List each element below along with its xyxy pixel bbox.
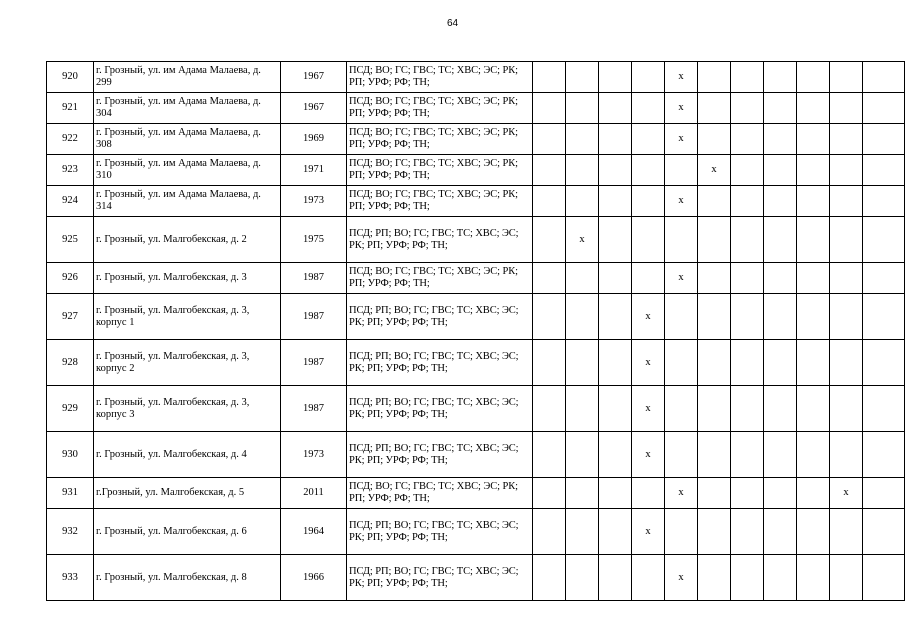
mark-cell-empty <box>764 555 797 601</box>
mark-cell-empty <box>566 155 599 186</box>
table-row <box>47 263 905 294</box>
table-row <box>47 217 905 263</box>
mark-cell-empty <box>731 340 764 386</box>
mark-cell-empty <box>632 124 665 155</box>
mark-cell-empty <box>632 62 665 93</box>
mark-cell-empty <box>731 155 764 186</box>
mark-cell-empty <box>566 62 599 93</box>
mark-cell-empty <box>698 186 731 217</box>
mark-cell-empty <box>599 294 632 340</box>
mark-cell-empty <box>797 432 830 478</box>
address-cell: г. Грозный, ул. Малгобекская, д. 8 <box>94 555 281 601</box>
mark-cell-empty <box>533 124 566 155</box>
mark-cell-empty <box>797 155 830 186</box>
mark-cell-empty <box>731 263 764 294</box>
table-row <box>47 340 905 386</box>
mark-cell-empty <box>863 509 905 555</box>
mark-cell-empty <box>797 124 830 155</box>
mark-cell-empty <box>764 186 797 217</box>
mark-cell-empty <box>599 62 632 93</box>
table-row <box>47 155 905 186</box>
mark-cell-empty <box>599 340 632 386</box>
mark-cell-empty <box>764 509 797 555</box>
mark-cell-empty <box>863 186 905 217</box>
mark-cell-checked: x <box>698 155 731 186</box>
mark-cell-empty <box>698 124 731 155</box>
row-number: 925 <box>47 217 94 263</box>
mark-cell-empty <box>764 432 797 478</box>
mark-cell-empty <box>830 340 863 386</box>
mark-cell-empty <box>599 186 632 217</box>
mark-cell-empty <box>731 432 764 478</box>
mark-cell-empty <box>566 263 599 294</box>
mark-cell-empty <box>830 294 863 340</box>
mark-cell-empty <box>830 509 863 555</box>
mark-cell-empty <box>698 509 731 555</box>
mark-cell-empty <box>599 155 632 186</box>
mark-cell-empty <box>764 263 797 294</box>
year-cell: 1966 <box>281 555 347 601</box>
row-number: 930 <box>47 432 94 478</box>
mark-cell-empty <box>599 386 632 432</box>
mark-cell-empty <box>599 509 632 555</box>
address-cell: г. Грозный, ул. им Адама Малаева, д. 314 <box>94 186 281 217</box>
mark-cell-empty <box>566 340 599 386</box>
mark-cell-empty <box>698 478 731 509</box>
mark-cell-empty <box>764 93 797 124</box>
table-row <box>47 432 905 478</box>
year-cell: 1975 <box>281 217 347 263</box>
mark-cell-empty <box>665 217 698 263</box>
mark-cell-empty <box>797 340 830 386</box>
year-cell: 1987 <box>281 294 347 340</box>
mark-cell-empty <box>764 62 797 93</box>
address-cell: г. Грозный, ул. Малгобекская, д. 3, корпус 2 <box>94 340 281 386</box>
mark-cell-checked: x <box>566 217 599 263</box>
mark-cell-checked: x <box>632 509 665 555</box>
row-number: 927 <box>47 294 94 340</box>
mark-cell-empty <box>698 386 731 432</box>
mark-cell-empty <box>830 555 863 601</box>
mark-cell-empty <box>632 186 665 217</box>
mark-cell-empty <box>797 509 830 555</box>
mark-cell-empty <box>632 155 665 186</box>
mark-cell-empty <box>533 294 566 340</box>
works-list-cell: ПСД; РП; ВО; ГС; ГВС; ТС; ХВС; ЭС; РК; РП; УРФ; РФ; ТН; <box>347 386 533 432</box>
mark-cell-empty <box>863 62 905 93</box>
mark-cell-empty <box>665 340 698 386</box>
mark-cell-checked: x <box>665 555 698 601</box>
year-cell: 1969 <box>281 124 347 155</box>
mark-cell-checked: x <box>665 263 698 294</box>
address-cell: г. Грозный, ул. им Адама Малаева, д. 310 <box>94 155 281 186</box>
table-row <box>47 186 905 217</box>
address-cell: г. Грозный, ул. Малгобекская, д. 6 <box>94 509 281 555</box>
works-list-cell: ПСД; ВО; ГС; ГВС; ТС; ХВС; ЭС; РК; РП; УРФ; РФ; ТН; <box>347 62 533 93</box>
mark-cell-empty <box>863 155 905 186</box>
mark-cell-empty <box>533 62 566 93</box>
mark-cell-empty <box>665 386 698 432</box>
mark-cell-empty <box>830 124 863 155</box>
mark-cell-empty <box>599 263 632 294</box>
mark-cell-empty <box>863 263 905 294</box>
address-cell: г. Грозный, ул. Малгобекская, д. 3 <box>94 263 281 294</box>
works-list-cell: ПСД; РП; ВО; ГС; ГВС; ТС; ХВС; ЭС; РК; РП; УРФ; РФ; ТН; <box>347 217 533 263</box>
table-row <box>47 509 905 555</box>
mark-cell-empty <box>764 155 797 186</box>
mark-cell-empty <box>797 217 830 263</box>
works-list-cell: ПСД; РП; ВО; ГС; ГВС; ТС; ХВС; ЭС; РК; РП; УРФ; РФ; ТН; <box>347 555 533 601</box>
mark-cell-empty <box>764 386 797 432</box>
mark-cell-empty <box>632 93 665 124</box>
row-number: 931 <box>47 478 94 509</box>
works-list-cell: ПСД; ВО; ГС; ГВС; ТС; ХВС; ЭС; РК; РП; УРФ; РФ; ТН; <box>347 478 533 509</box>
mark-cell-empty <box>698 93 731 124</box>
mark-cell-empty <box>797 555 830 601</box>
mark-cell-empty <box>863 386 905 432</box>
year-cell: 1964 <box>281 509 347 555</box>
mark-cell-empty <box>830 93 863 124</box>
mark-cell-empty <box>764 478 797 509</box>
mark-cell-empty <box>731 294 764 340</box>
mark-cell-empty <box>533 509 566 555</box>
address-cell: г. Грозный, ул. им Адама Малаева, д. 308 <box>94 124 281 155</box>
housing-table <box>46 61 905 601</box>
mark-cell-empty <box>731 509 764 555</box>
mark-cell-empty <box>533 155 566 186</box>
table-row <box>47 62 905 93</box>
mark-cell-empty <box>599 432 632 478</box>
mark-cell-empty <box>698 340 731 386</box>
mark-cell-empty <box>731 478 764 509</box>
mark-cell-empty <box>731 62 764 93</box>
mark-cell-empty <box>533 93 566 124</box>
year-cell: 1967 <box>281 62 347 93</box>
mark-cell-empty <box>632 217 665 263</box>
year-cell: 1987 <box>281 340 347 386</box>
works-list-cell: ПСД; ВО; ГС; ГВС; ТС; ХВС; ЭС; РК; РП; УРФ; РФ; ТН; <box>347 186 533 217</box>
row-number: 921 <box>47 93 94 124</box>
row-number: 926 <box>47 263 94 294</box>
mark-cell-empty <box>797 263 830 294</box>
mark-cell-empty <box>566 294 599 340</box>
mark-cell-empty <box>797 186 830 217</box>
mark-cell-empty <box>863 340 905 386</box>
mark-cell-empty <box>533 555 566 601</box>
table-row <box>47 124 905 155</box>
address-cell: г. Грозный, ул. Малгобекская, д. 3, корпус 1 <box>94 294 281 340</box>
mark-cell-empty <box>731 555 764 601</box>
mark-cell-empty <box>830 217 863 263</box>
mark-cell-empty <box>764 124 797 155</box>
mark-cell-empty <box>698 263 731 294</box>
mark-cell-empty <box>698 62 731 93</box>
mark-cell-empty <box>830 155 863 186</box>
mark-cell-empty <box>665 294 698 340</box>
mark-cell-empty <box>533 340 566 386</box>
table-row <box>47 294 905 340</box>
page-number: 64 <box>446 18 459 29</box>
mark-cell-empty <box>566 186 599 217</box>
mark-cell-empty <box>863 432 905 478</box>
mark-cell-empty <box>764 217 797 263</box>
mark-cell-empty <box>566 509 599 555</box>
mark-cell-empty <box>533 478 566 509</box>
mark-cell-empty <box>797 62 830 93</box>
year-cell: 1967 <box>281 93 347 124</box>
row-number: 922 <box>47 124 94 155</box>
mark-cell-empty <box>830 186 863 217</box>
address-cell: г. Грозный, ул. Малгобекская, д. 2 <box>94 217 281 263</box>
mark-cell-empty <box>863 555 905 601</box>
mark-cell-empty <box>797 386 830 432</box>
address-cell: г. Грозный, ул. им Адама Малаева, д. 299 <box>94 62 281 93</box>
mark-cell-empty <box>830 62 863 93</box>
mark-cell-empty <box>665 155 698 186</box>
mark-cell-empty <box>533 217 566 263</box>
row-number: 932 <box>47 509 94 555</box>
mark-cell-empty <box>566 386 599 432</box>
table-row <box>47 386 905 432</box>
mark-cell-checked: x <box>632 294 665 340</box>
works-list-cell: ПСД; РП; ВО; ГС; ГВС; ТС; ХВС; ЭС; РК; РП; УРФ; РФ; ТН; <box>347 294 533 340</box>
row-number: 928 <box>47 340 94 386</box>
mark-cell-empty <box>665 509 698 555</box>
mark-cell-empty <box>830 432 863 478</box>
mark-cell-empty <box>632 263 665 294</box>
mark-cell-empty <box>731 217 764 263</box>
mark-cell-checked: x <box>665 124 698 155</box>
mark-cell-empty <box>599 124 632 155</box>
mark-cell-empty <box>863 217 905 263</box>
mark-cell-checked: x <box>665 93 698 124</box>
mark-cell-empty <box>566 93 599 124</box>
row-number: 929 <box>47 386 94 432</box>
works-list-cell: ПСД; РП; ВО; ГС; ГВС; ТС; ХВС; ЭС; РК; РП; УРФ; РФ; ТН; <box>347 340 533 386</box>
mark-cell-empty <box>698 294 731 340</box>
works-list-cell: ПСД; РП; ВО; ГС; ГВС; ТС; ХВС; ЭС; РК; РП; УРФ; РФ; ТН; <box>347 432 533 478</box>
mark-cell-checked: x <box>632 386 665 432</box>
year-cell: 1973 <box>281 432 347 478</box>
mark-cell-checked: x <box>632 340 665 386</box>
mark-cell-empty <box>830 386 863 432</box>
works-list-cell: ПСД; ВО; ГС; ГВС; ТС; ХВС; ЭС; РК; РП; УРФ; РФ; ТН; <box>347 124 533 155</box>
row-number: 923 <box>47 155 94 186</box>
table-row <box>47 555 905 601</box>
mark-cell-empty <box>797 478 830 509</box>
mark-cell-empty <box>731 386 764 432</box>
mark-cell-empty <box>533 186 566 217</box>
mark-cell-empty <box>566 555 599 601</box>
mark-cell-empty <box>533 263 566 294</box>
mark-cell-checked: x <box>665 186 698 217</box>
mark-cell-empty <box>863 294 905 340</box>
mark-cell-empty <box>797 93 830 124</box>
works-list-cell: ПСД; РП; ВО; ГС; ГВС; ТС; ХВС; ЭС; РК; РП; УРФ; РФ; ТН; <box>347 509 533 555</box>
address-cell: г. Грозный, ул. им Адама Малаева, д. 304 <box>94 93 281 124</box>
mark-cell-empty <box>863 93 905 124</box>
mark-cell-empty <box>632 555 665 601</box>
mark-cell-empty <box>698 555 731 601</box>
works-list-cell: ПСД; ВО; ГС; ГВС; ТС; ХВС; ЭС; РК; РП; УРФ; РФ; ТН; <box>347 155 533 186</box>
mark-cell-empty <box>731 124 764 155</box>
year-cell: 1973 <box>281 186 347 217</box>
address-cell: г. Грозный, ул. Малгобекская, д. 3, корпус 3 <box>94 386 281 432</box>
mark-cell-empty <box>698 217 731 263</box>
mark-cell-empty <box>665 432 698 478</box>
mark-cell-empty <box>731 93 764 124</box>
mark-cell-empty <box>599 217 632 263</box>
row-number: 933 <box>47 555 94 601</box>
mark-cell-checked: x <box>830 478 863 509</box>
mark-cell-checked: x <box>665 62 698 93</box>
mark-cell-empty <box>533 432 566 478</box>
year-cell: 1971 <box>281 155 347 186</box>
mark-cell-empty <box>698 432 731 478</box>
mark-cell-empty <box>764 294 797 340</box>
address-cell: г. Грозный, ул. Малгобекская, д. 4 <box>94 432 281 478</box>
mark-cell-empty <box>863 478 905 509</box>
mark-cell-empty <box>566 124 599 155</box>
mark-cell-empty <box>599 478 632 509</box>
mark-cell-empty <box>533 386 566 432</box>
works-list-cell: ПСД; ВО; ГС; ГВС; ТС; ХВС; ЭС; РК; РП; УРФ; РФ; ТН; <box>347 93 533 124</box>
table-row <box>47 478 905 509</box>
mark-cell-empty <box>731 186 764 217</box>
mark-cell-empty <box>863 124 905 155</box>
table-row <box>47 93 905 124</box>
mark-cell-empty <box>599 93 632 124</box>
row-number: 924 <box>47 186 94 217</box>
mark-cell-checked: x <box>632 432 665 478</box>
row-number: 920 <box>47 62 94 93</box>
year-cell: 2011 <box>281 478 347 509</box>
year-cell: 1987 <box>281 263 347 294</box>
address-cell: г.Грозный, ул. Малгобекская, д. 5 <box>94 478 281 509</box>
mark-cell-empty <box>830 263 863 294</box>
works-list-cell: ПСД; ВО; ГС; ГВС; ТС; ХВС; ЭС; РК; РП; УРФ; РФ; ТН; <box>347 263 533 294</box>
mark-cell-empty <box>797 294 830 340</box>
mark-cell-empty <box>764 340 797 386</box>
mark-cell-checked: x <box>665 478 698 509</box>
mark-cell-empty <box>566 478 599 509</box>
year-cell: 1987 <box>281 386 347 432</box>
mark-cell-empty <box>599 555 632 601</box>
mark-cell-empty <box>632 478 665 509</box>
mark-cell-empty <box>566 432 599 478</box>
